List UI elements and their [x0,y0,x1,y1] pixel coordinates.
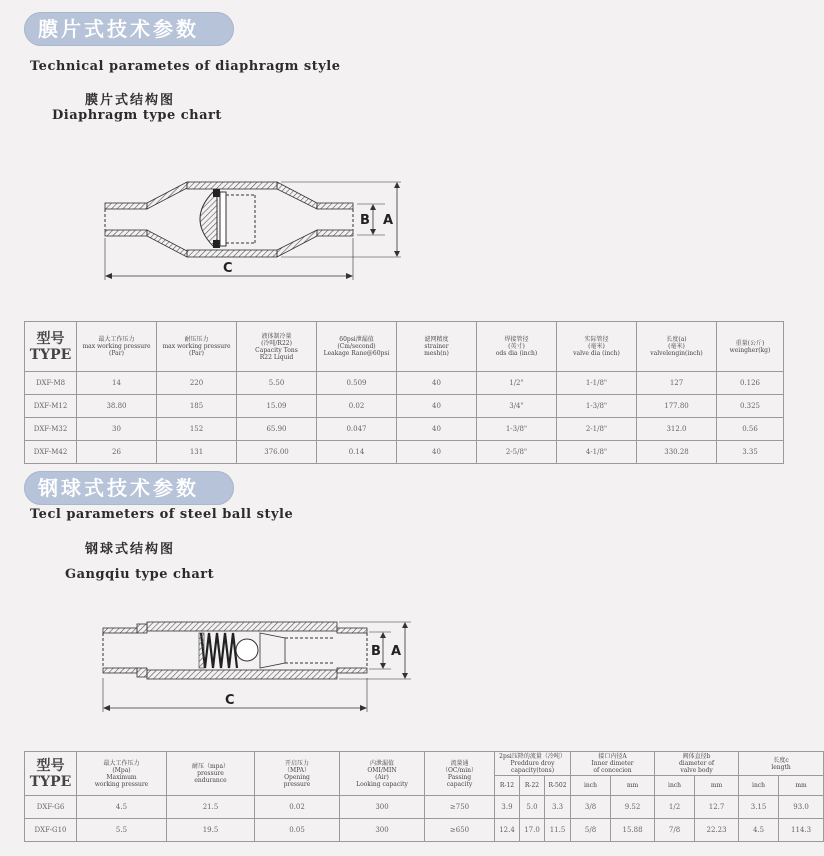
table-cell: 1-3/8" [477,418,557,441]
dimension-label-b: B [360,213,370,228]
header-max-pressure: 最大工作压力 max working pressure (Par) [77,322,157,372]
table-cell: 0.56 [717,418,784,441]
table-cell: 40 [397,418,477,441]
section1-chart-title-cn: 膜片式结构图 [85,93,176,108]
header-weight: 重量(公斤) weingher(kg) [717,322,784,372]
table-cell: 5.0 [520,796,545,819]
subheader-r22: R-22 [520,776,545,796]
diaphragm-valve-diagram [95,140,415,290]
table-cell: 376.00 [237,441,317,464]
table-cell: DXF-M8 [25,372,77,395]
table-cell: 1/2 [655,796,695,819]
table-cell: 5.5 [77,819,167,842]
steel-ball-spec-table [24,751,824,842]
steel-ball-valve-diagram [95,618,415,718]
table-cell: 93.0 [779,796,824,819]
header-type: 型号 TYPE [25,322,77,372]
header-endurance: 耐压（mpa） pressure endurance [167,752,255,796]
header-ods-dia: 焊接管径 (英寸) ods dia (inch) [477,322,557,372]
table-cell: 3.9 [495,796,520,819]
table-cell: 9.52 [611,796,655,819]
dimension-label-a: A [391,644,402,659]
section2-badge: 钢球式技术参数 [24,471,234,505]
subheader-inch: inch [739,776,779,796]
table-cell: 312.0 [637,418,717,441]
table-row [25,819,824,842]
header-leakage: 60psi泄漏值 (Cm/second) Leakage Rane@60psi [317,322,397,372]
table-cell: 14 [77,372,157,395]
table-cell: 0.047 [317,418,397,441]
table-cell: DXF-M42 [25,441,77,464]
table-cell: 330.28 [637,441,717,464]
table-cell: 19.5 [167,819,255,842]
table-header-row [25,752,824,776]
table-cell: ≥650 [425,819,495,842]
table-cell: 152 [157,418,237,441]
header-body-diameter: 阀体直径b diameter of valve body [655,752,739,776]
table-cell: 1-1/8" [557,372,637,395]
dimension-label-c: C [225,693,235,708]
header-flow: 2psi压降的流量（冷吨） Preddure droy capacity(tons) [495,752,571,776]
subheader-mm: mm [611,776,655,796]
table-cell: 38.80 [77,395,157,418]
table-row [25,796,824,819]
subheader-r502: R-502 [545,776,571,796]
table-cell: 0.02 [317,395,397,418]
table-cell: 7/8 [655,819,695,842]
table-cell: 22.23 [695,819,739,842]
table-cell: 4.5 [739,819,779,842]
table-row [25,418,784,441]
header-max-pressure: 最大工作压力 (Mpa) Maximum working pressure [77,752,167,796]
dimension-label-c: C [223,261,233,276]
table-cell: 0.325 [717,395,784,418]
header-length: 长度(a) (毫米) valvelengin(inch) [637,322,717,372]
subheader-r12: R-12 [495,776,520,796]
table-cell: 12.7 [695,796,739,819]
section2-chart-title-en: Gangqiu type chart [65,567,215,582]
table-cell: 114.3 [779,819,824,842]
header-opening-pressure: 开启压力 （MPA） Opening pressure [255,752,340,796]
table-cell: 40 [397,441,477,464]
table-cell: 5.50 [237,372,317,395]
subheader-inch: inch [571,776,611,796]
table-cell: 220 [157,372,237,395]
table-cell: 5/8 [571,819,611,842]
table-cell: 131 [157,441,237,464]
table-cell: 4-1/8" [557,441,637,464]
table-row [25,441,784,464]
table-cell: 0.02 [255,796,340,819]
diaphragm-spec-table [24,321,784,464]
section1-title: Technical parametes of diaphragm style [30,59,341,74]
section1-badge: 膜片式技术参数 [24,12,234,46]
table-cell: 0.126 [717,372,784,395]
table-cell: 40 [397,395,477,418]
table-cell: 2-5/8" [477,441,557,464]
header-leakage: 内泄漏值 OMI/MIN (Air) Looking capacity [340,752,425,796]
table-cell: 4.5 [77,796,167,819]
table-cell: 21.5 [167,796,255,819]
header-endurance: 耐压压力 max working pressure (Par) [157,322,237,372]
header-inner-diameter: 接口内径A Inner dimeter of concecion [571,752,655,776]
table-header-row [25,322,784,372]
table-cell: 0.14 [317,441,397,464]
dimension-label-b: B [371,644,381,659]
table-cell: DXF-G6 [25,796,77,819]
section1-chart-title-en: Diaphragm type chart [52,108,222,123]
header-capacity: 液体制冷量 (冷吨/R22) Capacity Tons R22 Liquid [237,322,317,372]
table-cell: ≥750 [425,796,495,819]
table-cell: 1-3/8" [557,395,637,418]
section2-chart-title-cn: 钢球式结构图 [85,542,176,557]
table-cell: 300 [340,796,425,819]
header-strainer: 滤网精度 strainer mesh(n) [397,322,477,372]
table-cell: 185 [157,395,237,418]
subheader-inch: inch [655,776,695,796]
subheader-mm: mm [779,776,824,796]
table-cell: 127 [637,372,717,395]
header-passing-capacity: 流量通 （OC/min） Passing capacity [425,752,495,796]
table-cell: 0.509 [317,372,397,395]
table-cell: 2-1/8" [557,418,637,441]
header-length: 长度c length [739,752,824,776]
header-type: 型号 TYPE [25,752,77,796]
table-cell: 1/2" [477,372,557,395]
dimension-label-a: A [383,213,394,228]
table-cell: 0.05 [255,819,340,842]
subheader-mm: mm [695,776,739,796]
table-cell: DXF-M12 [25,395,77,418]
table-cell: 3.15 [739,796,779,819]
table-cell: 26 [77,441,157,464]
table-row [25,395,784,418]
header-valve-dia: 实际管径 (毫米) valve dia (inch) [557,322,637,372]
table-cell: 65.90 [237,418,317,441]
table-cell: 11.5 [545,819,571,842]
section2-title: Tecl parameters of steel ball style [30,507,294,522]
table-cell: 17.0 [520,819,545,842]
table-cell: 300 [340,819,425,842]
table-row [25,372,784,395]
table-cell: 40 [397,372,477,395]
table-cell: 177.80 [637,395,717,418]
table-cell: 12.4 [495,819,520,842]
table-cell: 3.3 [545,796,571,819]
table-cell: DXF-G10 [25,819,77,842]
table-cell: 15.88 [611,819,655,842]
table-cell: 15.09 [237,395,317,418]
table-cell: 3.35 [717,441,784,464]
table-cell: 30 [77,418,157,441]
table-cell: DXF-M32 [25,418,77,441]
table-cell: 3/8 [571,796,611,819]
table-cell: 3/4" [477,395,557,418]
